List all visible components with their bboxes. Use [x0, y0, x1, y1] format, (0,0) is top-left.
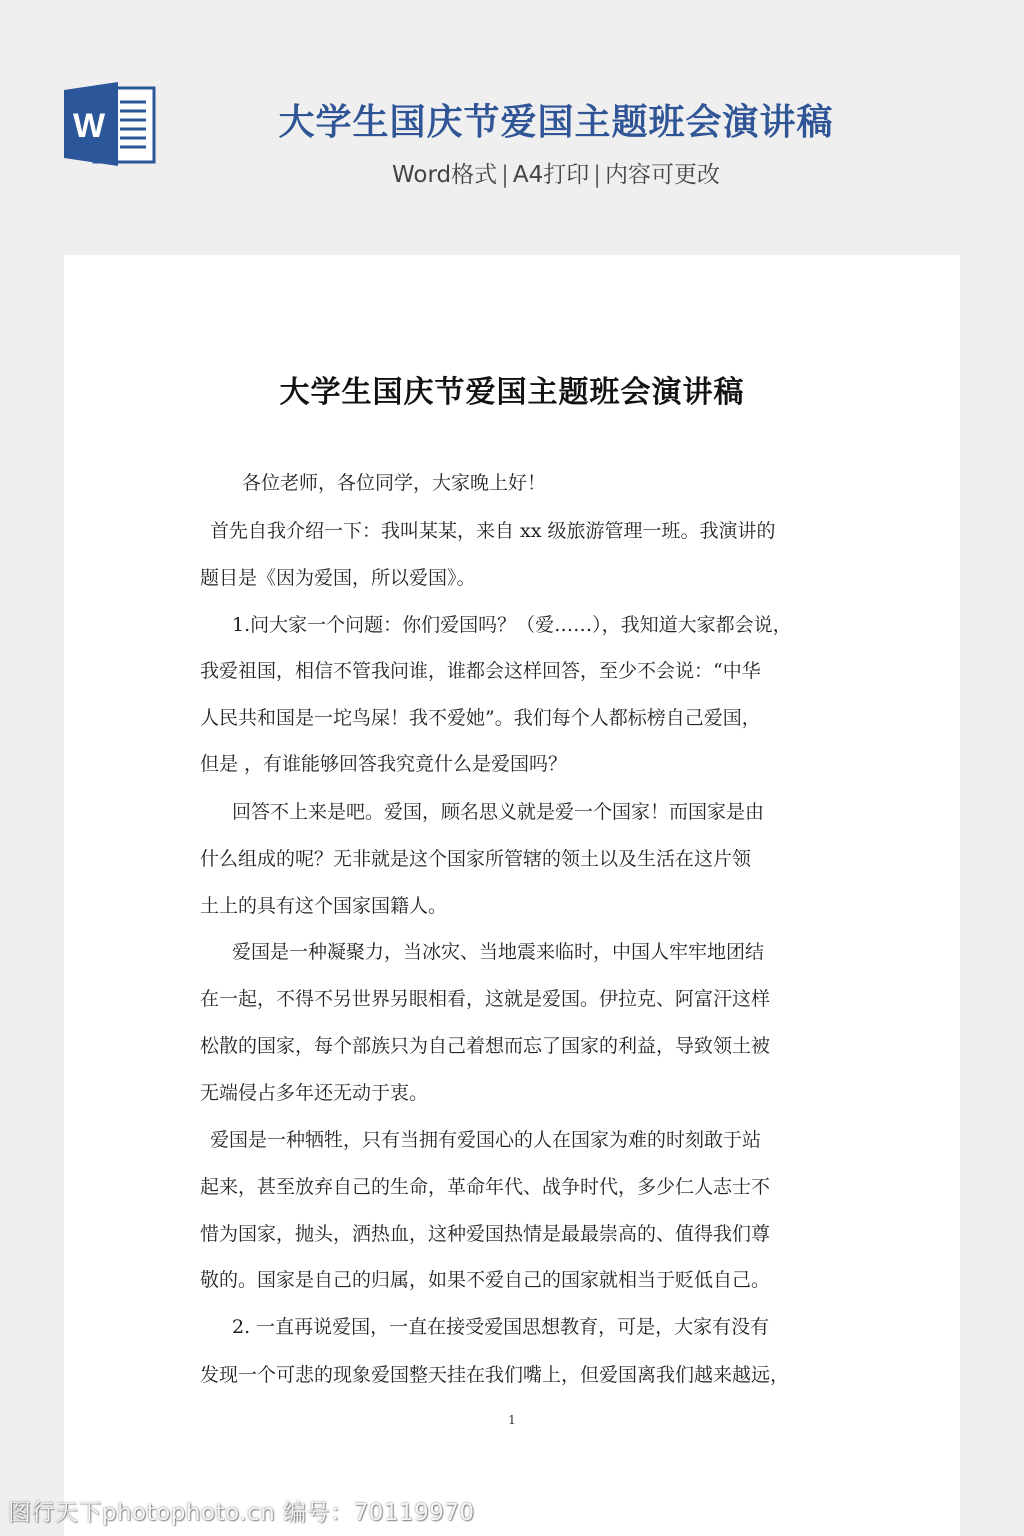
body-line: 爱国是一种牺牲，只有当拥有爱国心的人在国家为难的时刻敢于站: [210, 1129, 762, 1151]
body-line: 松散的国家，每个部族只为自己着想而忘了国家的利益，导致领土被: [200, 1035, 771, 1057]
body-line: 各位老师，各位同学，大家晚上好！: [242, 472, 547, 494]
document-page: [64, 255, 960, 1536]
subtitle-separator: |: [593, 162, 601, 188]
body-line: 在一起，不得不另世界另眼相看，这就是爱国。伊拉克、阿富汗这样: [200, 988, 771, 1010]
body-line: 回答不上来是吧。爱国，顾名思义就是爱一个国家！而国家是由: [232, 801, 765, 823]
watermark: 图行天下photophoto.cn 编号：70119970: [8, 1500, 475, 1526]
body-line: 1.问大家一个问题：你们爱国吗？（爱……），我知道大家都会说，: [232, 614, 792, 636]
header-title: 大学生国庆节爱国主题班会演讲稿: [278, 102, 834, 143]
body-line: 土上的具有这个国家国籍人。: [200, 895, 448, 917]
body-line: 爱国是一种凝聚力，当冰灾、当地震来临时，中国人牢牢地团结: [232, 941, 765, 963]
body-line: 我爱祖国，相信不管我问谁，谁都会这样回答，至少不会说：“中华: [200, 660, 761, 682]
body-line: 题目是《因为爱国，所以爱国》。: [200, 567, 476, 589]
page-number: 1: [508, 1413, 516, 1427]
body-line: 发现一个可悲的现象爱国整天挂在我们嘴上，但爱国离我们越来越远，: [200, 1364, 790, 1386]
header: [0, 0, 1024, 250]
word-icon: [64, 82, 158, 166]
header-subtitle: [200, 156, 912, 189]
subtitle-format: Word格式: [392, 162, 498, 188]
subtitle-print: A4打印: [512, 162, 590, 188]
body-line: 什么组成的呢？无非就是这个国家所管辖的领土以及生活在这片领: [200, 848, 752, 870]
body-line: 无端侵占多年还无动于衷。: [200, 1082, 429, 1104]
subtitle-editable: 内容可更改: [605, 162, 720, 188]
body-line: 起来，甚至放弃自己的生命，革命年代、战争时代，多少仁人志士不: [200, 1176, 771, 1198]
subtitle-separator: |: [501, 162, 509, 188]
body-line: 惜为国家，抛头，洒热血，这种爱国热情是最最崇高的、值得我们尊: [200, 1223, 771, 1245]
body-line: 首先自我介绍一下：我叫某某，来自 xx 级旅游管理一班。我演讲的: [210, 520, 776, 542]
body-line: 但是 ，有谁能够回答我究竟什么是爱国吗？: [200, 753, 568, 775]
body-line: 敬的。国家是自己的归属，如果不爱自己的国家就相当于贬低自己。: [200, 1269, 771, 1291]
body-line: 人民共和国是一坨鸟屎！我不爱她”。我们每个人都标榜自己爱国，: [200, 707, 761, 729]
body-line: 2. 一直再说爱国，一直在接受爱国思想教育，可是，大家有没有: [232, 1316, 770, 1338]
logo-letter: W: [72, 107, 106, 145]
document-title: 大学生国庆节爱国主题班会演讲稿: [279, 375, 745, 410]
